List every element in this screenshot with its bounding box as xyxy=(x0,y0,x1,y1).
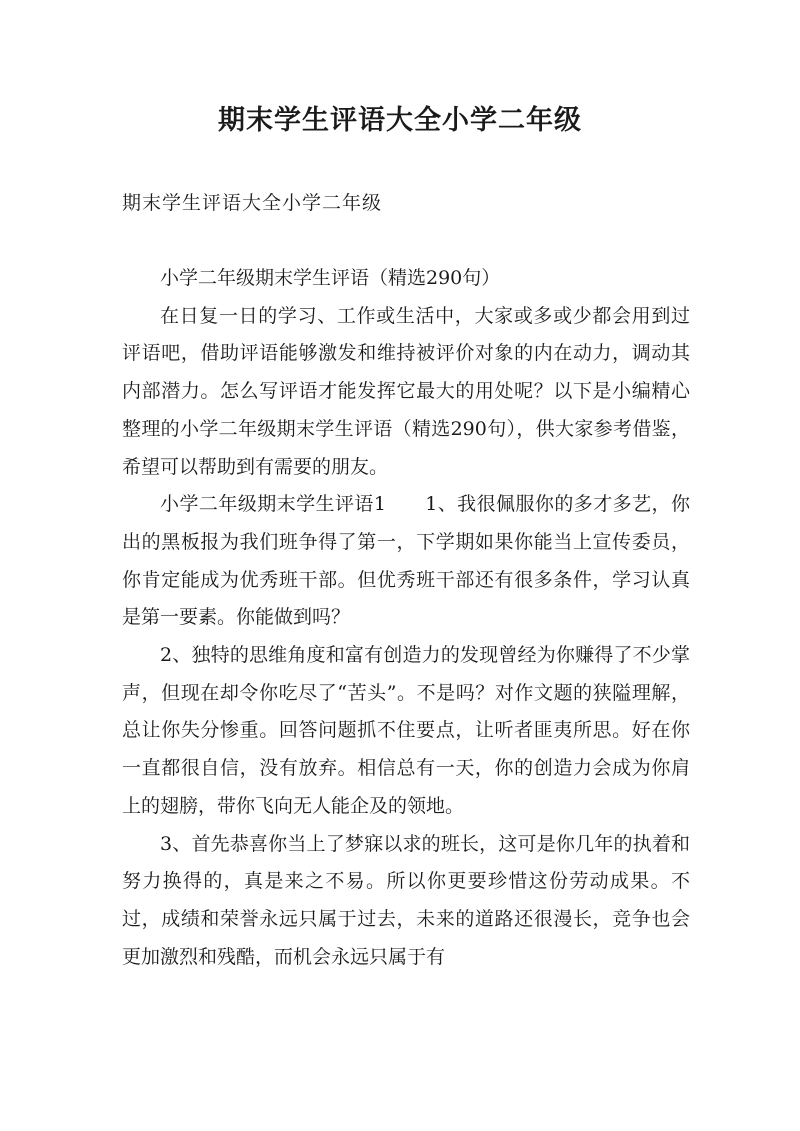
section-heading: 小学二年级期末学生评语（精选290句） xyxy=(160,267,501,289)
document-subtitle: 期末学生评语大全小学二年级 xyxy=(122,192,383,214)
comment-paragraph-2: 2、独特的思维角度和富有创造力的发现曾经为你赚得了不少掌声，但现在却令你吃尽了“苦头”。不是吗？对作文题的狭隘理解，总让你失分惨重。回答问题抓不住要点，让听者匪夷所思。好在你一直都很自信，没有放弃。相信总有一天，你的创造力会成为你肩上的翅膀，带你飞向无人能企及的领地。 xyxy=(122,644,690,817)
intro-paragraph: 在日复一日的学习、工作或生活中，大家或多或少都会用到过评语吧，借助评语能够激发和维持被评价对象的内在动力，调动其内部潜力。怎么写评语才能发挥它最大的用处呢？以下是小编精心整理的小学二年级期末学生评语（精选290句），供大家参考借鉴，希望可以帮助到有需要的朋友。 xyxy=(122,304,690,478)
document-title: 期末学生评语大全小学二年级 xyxy=(218,105,582,136)
document-body xyxy=(122,260,690,976)
comment-paragraph-3: 3、首先恭喜你当上了梦寐以求的班长，这可是你几年的执着和努力换得的，真是来之不易。所以你更要珍惜这份劳动成果。不过，成绩和荣誉永远只属于过去，未来的道路还很漫长，竞争也会更加激烈和残酷，而机会永远只属于有 xyxy=(122,832,690,968)
comment-paragraph-1: 小学二年级期末学生评语1 1、我很佩服你的多才多艺，你出的黑板报为我们班争得了第一，下学期如果你能当上宣传委员，你肯定能成为优秀班干部。但优秀班干部还有很多条件，学习认真是第一要素。你能做到吗？ xyxy=(122,493,690,629)
